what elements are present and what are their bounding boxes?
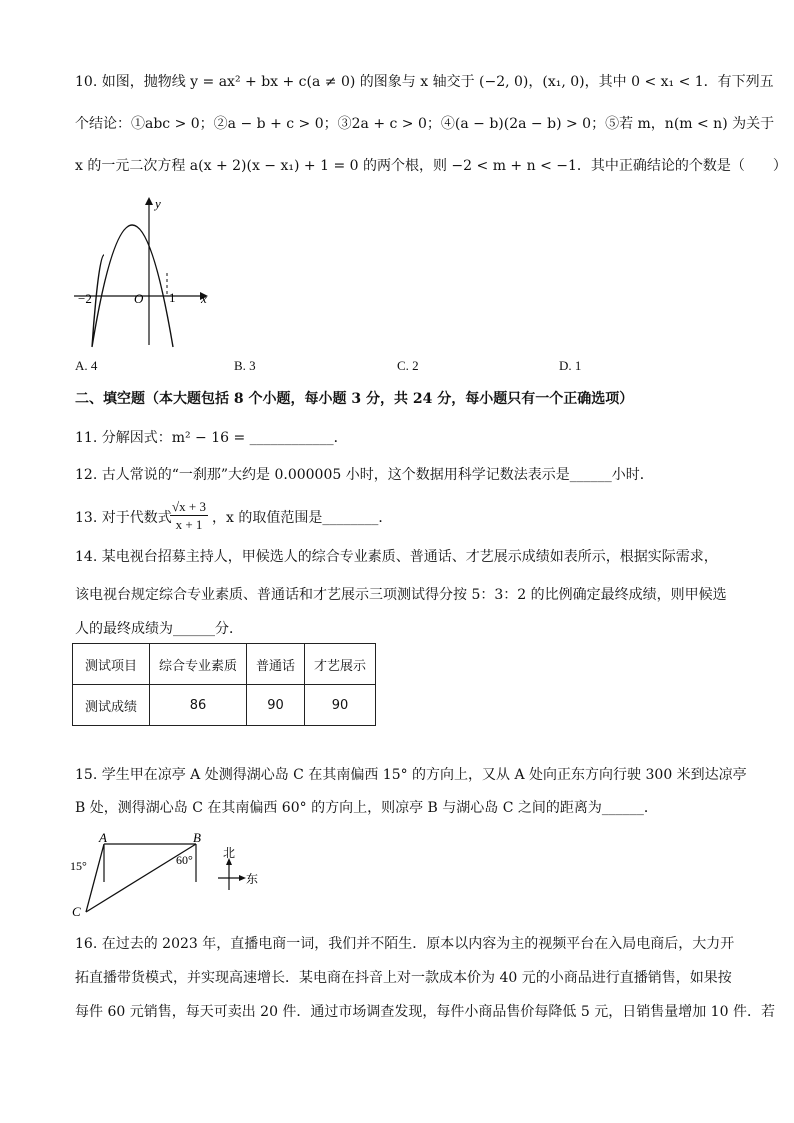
table-header-cell: 综合专业素质	[150, 644, 247, 685]
section-2-heading: 二、填空题（本大题包括 8 个小题，每小题 3 分，共 24 分，每小题只有一个正确选项）	[75, 391, 634, 407]
q14-line-1: 14. 某电视台招募主持人，甲候选人的综合专业素质、普通话、才艺展示成绩如表所示，根据实际需求，	[75, 549, 718, 565]
q15-line-2: B 处，测得湖心岛 C 在其南偏西 60° 的方向上，则凉亭 B 与湖心岛 C 之间的距离为______．	[75, 800, 658, 816]
one-label: 1	[169, 290, 176, 305]
table-header-cell: 普通话	[247, 644, 305, 685]
east-label: 东	[246, 872, 259, 886]
lake-figure	[66, 830, 266, 920]
y-axis-label: y	[155, 196, 161, 211]
origin-label: O	[134, 291, 144, 306]
q11-text: 11. 分解因式：m² − 16 = ____________．	[75, 430, 348, 446]
angle-15-label: 15°	[70, 859, 87, 873]
q10-line-3: x 的一元二次方程 a(x + 2)(x − x₁) + 1 = 0 的两个根，则 −2 < m + n < −1．其中正确结论的个数是（ ）	[75, 158, 787, 174]
q13-fraction	[170, 498, 208, 533]
north-label: 北	[223, 846, 236, 860]
q10-line-1: 10. 如图，抛物线 y = ax² + bx + c(a ≠ 0) 的图象与 x 轴交于 (−2, 0)，(x₁, 0)，其中 0 < x₁ < 1．有下列五	[75, 74, 774, 90]
q10-option-a: A. 4	[75, 358, 98, 373]
table-cell: 86	[150, 685, 247, 726]
table-cell: 测试成绩	[73, 685, 150, 726]
q13-numerator: √x + 3	[170, 498, 208, 516]
table-cell: 90	[247, 685, 305, 726]
score-table	[72, 643, 376, 726]
q13-denominator: x + 1	[175, 517, 203, 532]
table-row	[73, 685, 376, 726]
parabola-graph	[70, 195, 220, 350]
q16-line-2: 拓直播带货模式，并实现高速增长．某电商在抖音上对一款成本价为 40 元的小商品进行直播销售，如果按	[75, 970, 732, 986]
q16-line-3: 每件 60 元销售，每天可卖出 20 件．通过市场调查发现，每件小商品售价每降低 5 元，日销售量增加 10 件．若	[75, 1004, 775, 1020]
q13-suffix: ，x 的取值范围是________．	[212, 510, 393, 526]
angle-60-label: 60°	[176, 853, 193, 867]
table-cell: 90	[305, 685, 376, 726]
x-axis-label: x	[201, 291, 207, 306]
q15-line-1: 15. 学生甲在凉亭 A 处测得湖心岛 C 在其南偏西 15° 的方向上，又从 A 处向正东方向行驶 300 米到达凉亭	[75, 767, 747, 783]
q10-line-2: 个结论：①abc > 0；②a − b + c > 0；③2a + c > 0；④(a − b)(2a − b) > 0；⑤若 m，n(m < n) 为关于	[75, 116, 775, 132]
point-b-label: B	[193, 830, 201, 845]
point-a-label: A	[99, 830, 107, 845]
y-axis-arrow	[145, 197, 153, 205]
neg2-label: −2	[78, 291, 92, 306]
table-header-cell: 才艺展示	[305, 644, 376, 685]
q13-prefix: 13. 对于代数式	[75, 510, 172, 526]
point-c-label: C	[72, 904, 81, 919]
table-header-cell: 测试项目	[73, 644, 150, 685]
q14-line-2: 该电视台规定综合专业素质、普通话和才艺展示三项测试得分按 5：3：2 的比例确定最终成绩，则甲候选	[75, 587, 727, 603]
q12-text: 12. 古人常说的“一刹那”大约是 0.000005 小时，这个数据用科学记数法表示是______小时．	[75, 467, 654, 483]
q16-line-1: 16. 在过去的 2023 年，直播电商一词，我们并不陌生．原本以内容为主的视频平台在入局电商后，大力开	[75, 936, 735, 952]
q10-option-b: B. 3	[234, 358, 256, 373]
q14-line-3: 人的最终成绩为______分．	[75, 621, 243, 637]
parabola-curve	[92, 225, 173, 347]
table-header-row	[73, 644, 376, 685]
q10-option-d: D. 1	[559, 358, 582, 373]
q10-option-c: C. 2	[397, 358, 419, 373]
